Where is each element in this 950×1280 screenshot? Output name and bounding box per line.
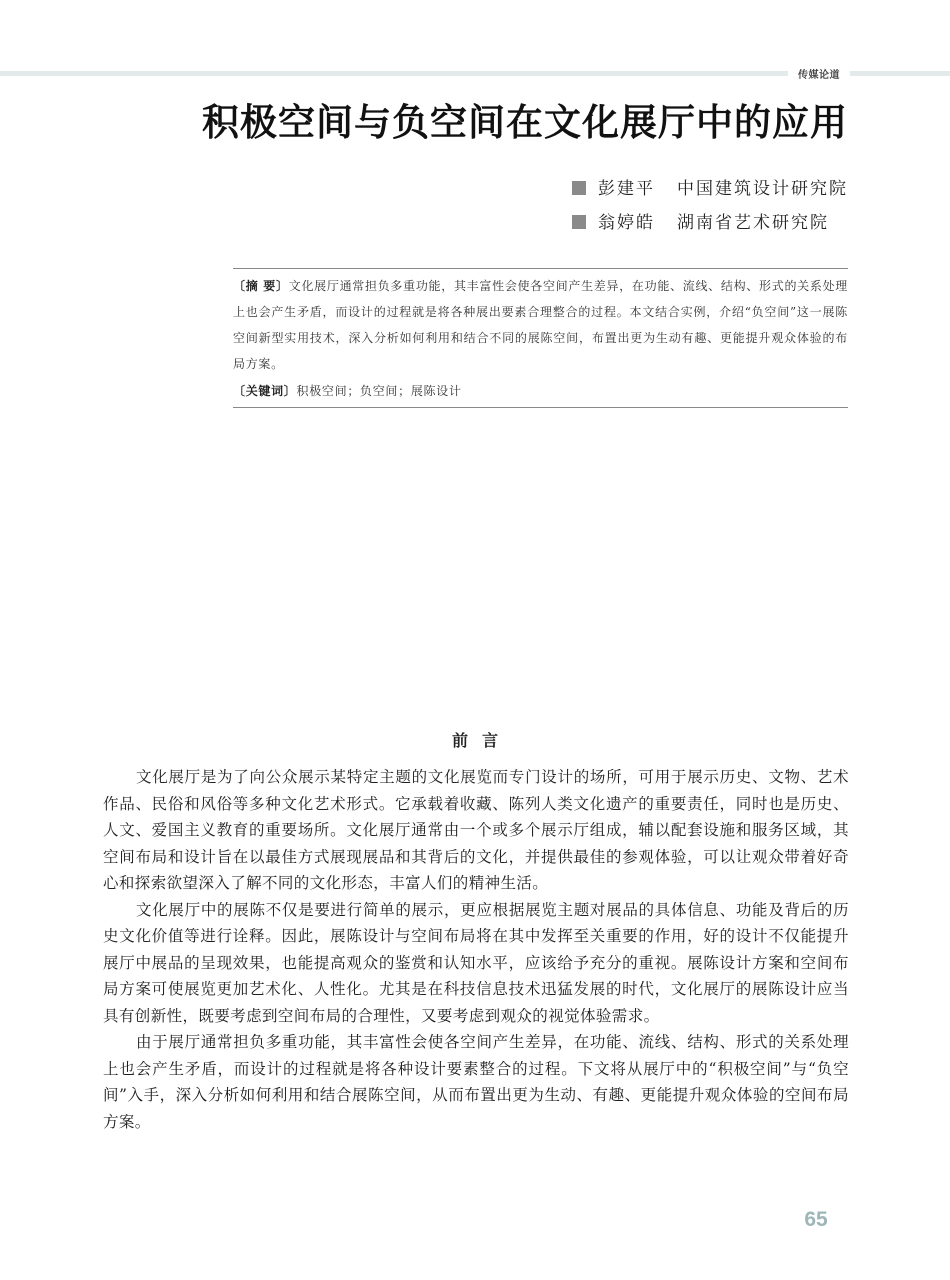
- author-name: 彭建平: [598, 179, 655, 199]
- keywords-text: 积极空间；负空间；展陈设计: [296, 384, 462, 398]
- abstract-box: [233, 268, 848, 408]
- square-bullet-icon: [572, 181, 586, 195]
- page-number: 65: [804, 1208, 828, 1231]
- body-paragraph: 由于展厅通常担负多重功能，其丰富性会使各空间产生差异，在功能、流线、结构、形式的关系处理上也会产生矛盾，而设计的过程就是将各种设计要素整合的过程。下文将从展厅中的“积极空间”与“负空间”入手，深入分析如何利用和结合展陈空间，从而布置出更为生动、有趣、更能提升观众体验的空间布局方案。: [103, 1033, 849, 1131]
- article-title: 积极空间与负空间在文化展厅中的应用: [202, 100, 848, 144]
- keywords-label: 〔关键词〕: [233, 384, 297, 398]
- square-bullet-icon: [572, 215, 586, 229]
- author-affiliation: 中国建筑设计研究院: [677, 179, 848, 199]
- author-line: [572, 172, 848, 206]
- abstract-text: 文化展厅通常担负多重功能，其丰富性会使各空间产生差异，在功能、流线、结构、形式的关系处理上也会产生矛盾，而设计的过程就是将各种展出要素合理整合的过程。本文结合实例，介绍“负空间”这一展陈空间新型实用技术，深入分析如何利用和结合不同的展陈空间，布置出更为生动有趣、更能提升观众体验的布局方案。: [233, 279, 848, 371]
- section-heading: 前言: [451, 731, 512, 750]
- section-label: 传媒论道: [798, 70, 840, 81]
- keywords-paragraph: [233, 378, 848, 404]
- body-text: [103, 764, 849, 1135]
- author-affiliation: 湖南省艺术研究院: [677, 213, 829, 233]
- author-list: [572, 172, 848, 240]
- author-line: [572, 206, 848, 240]
- body-paragraph: 文化展厅中的展陈不仅是要进行简单的展示，更应根据展览主题对展品的具体信息、功能及背后的历史文化价值等进行诠释。因此，展陈设计与空间布局将在其中发挥至关重要的作用，好的设计不仅能提升展厅中展品的呈现效果，也能提高观众的鉴赏和认知水平，应该给予充分的重视。展陈设计方案和空间布局方案可使展览更加艺术化、人性化。尤其是在科技信息技术迅猛发展的时代，文化展厅的展陈设计应当具有创新性，既要考虑到空间布局的合理性，又要考虑到观众的视觉体验需求。: [103, 900, 849, 1025]
- header-rule-left: [0, 71, 788, 76]
- header-rule-right: [850, 71, 950, 76]
- abstract-label: 〔摘 要〕: [233, 279, 289, 293]
- author-name: 翁婷皓: [598, 213, 655, 233]
- body-paragraph: 文化展厅是为了向公众展示某特定主题的文化展览而专门设计的场所，可用于展示历史、文物、艺术作品、民俗和风俗等多种文化艺术形式。它承载着收藏、陈列人类文化遗产的重要责任，同时也是历史、人文、爱国主义教育的重要场所。文化展厅通常由一个或多个展示厅组成，辅以配套设施和服务区域，其空间布局和设计旨在以最佳方式展现展品和其背后的文化，并提供最佳的参观体验，可以让观众带着好奇心和探索欲望深入了解不同的文化形态，丰富人们的精神生活。: [103, 768, 849, 892]
- abstract-paragraph: [233, 273, 848, 377]
